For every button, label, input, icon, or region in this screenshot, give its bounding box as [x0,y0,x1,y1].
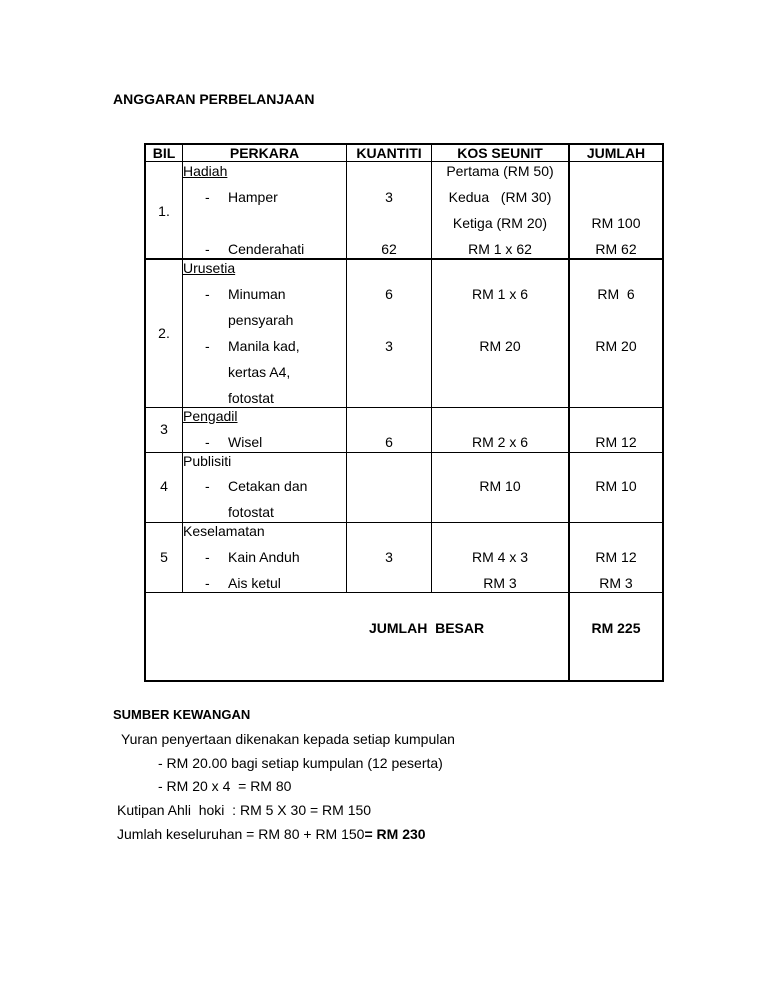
item-dash: - [205,478,210,494]
row-number: 5 [160,549,168,565]
item-name-cont: pensyarah [228,312,294,328]
item-cost: RM 20 [479,338,521,354]
row-divider [144,592,664,593]
item-name-cont: fotostat [228,504,274,520]
item-name: Hamper [228,189,278,205]
table-border-left [144,143,146,682]
item-cost: RM 4 x 3 [471,549,528,565]
page-title: ANGGARAN PERBELANJAAN [113,91,315,107]
header-jumlah: JUMLAH [586,145,646,161]
item-total: RM 12 [595,434,637,450]
funding-total-prefix: Jumlah keseluruhan = RM 80 + RM 150 [117,826,365,842]
grand-total-label: JUMLAH BESAR [369,620,485,636]
item-qty: 3 [385,338,393,354]
item-name-cont: kertas A4, [228,364,291,380]
item-total: RM 62 [595,241,637,257]
grand-total-value: RM 225 [591,620,641,636]
funding-line: Kutipan Ahli hoki : RM 5 X 30 = RM 150 [117,802,372,818]
item-total: RM 10 [595,478,637,494]
item-total: RM 100 [591,215,641,231]
item-total: RM 12 [595,549,637,565]
header-kuantiti: KUANTITI [356,145,422,161]
item-dash: - [205,575,210,591]
funding-line: - RM 20.00 bagi setiap kumpulan (12 peserta) [158,755,443,771]
row-number: 4 [160,478,168,494]
table-border-right [662,143,664,682]
item-name: Wisel [228,434,263,450]
item-cost: Pertama (RM 50) [446,163,554,179]
category-label: Hadiah [183,163,228,179]
header-kos-seunit: KOS SEUNIT [457,145,543,161]
item-name: Minuman [228,286,286,302]
item-dash: - [205,189,210,205]
header-bil: BIL [152,145,176,161]
item-cost: RM 1 x 62 [468,241,532,257]
header-perkara: PERKARA [229,145,300,161]
item-qty: 62 [381,241,397,257]
item-name: Kain Anduh [228,549,300,565]
funding-line: - RM 20 x 4 = RM 80 [158,778,292,794]
item-qty: 3 [385,189,393,205]
item-total: RM 6 [597,286,635,302]
item-cost: Kedua (RM 30) [448,189,552,205]
item-dash: - [205,549,210,565]
funding-total-value: = RM 230 [364,826,426,842]
item-cost: RM 10 [479,478,521,494]
row-number: 2. [158,325,170,341]
item-dash: - [205,434,210,450]
item-name-cont: fotostat [228,390,274,406]
item-name: Cenderahati [228,241,305,257]
row-number: 1. [158,203,170,219]
row-number: 3 [160,421,168,437]
item-qty: 6 [385,434,393,450]
item-dash: - [205,338,210,354]
item-total: RM 3 [599,575,633,591]
item-qty: 3 [385,549,393,565]
category-label: Pengadil [183,408,238,424]
funding-line: Yuran penyertaan dikenakan kepada setiap kumpulan [121,731,455,747]
item-name: Manila kad, [228,338,300,354]
item-name: Cetakan dan [228,478,308,494]
item-total: RM 20 [595,338,637,354]
funding-section-title: SUMBER KEWANGAN [113,707,251,722]
category-label: Keselamatan [183,523,265,539]
funding-total-line [117,826,426,842]
category-label: Urusetia [183,260,236,276]
col-divider [431,143,432,593]
table-border-bottom [144,680,664,682]
header-divider [144,161,664,162]
item-dash: - [205,286,210,302]
item-cost: RM 3 [483,575,517,591]
item-cost: RM 2 x 6 [471,434,528,450]
category-label: Publisiti [183,453,232,469]
item-name: Ais ketul [228,575,281,591]
item-dash: - [205,241,210,257]
item-qty: 6 [385,286,393,302]
item-cost: Ketiga (RM 20) [452,215,548,231]
item-cost: RM 1 x 6 [471,286,528,302]
col-divider [346,143,347,593]
